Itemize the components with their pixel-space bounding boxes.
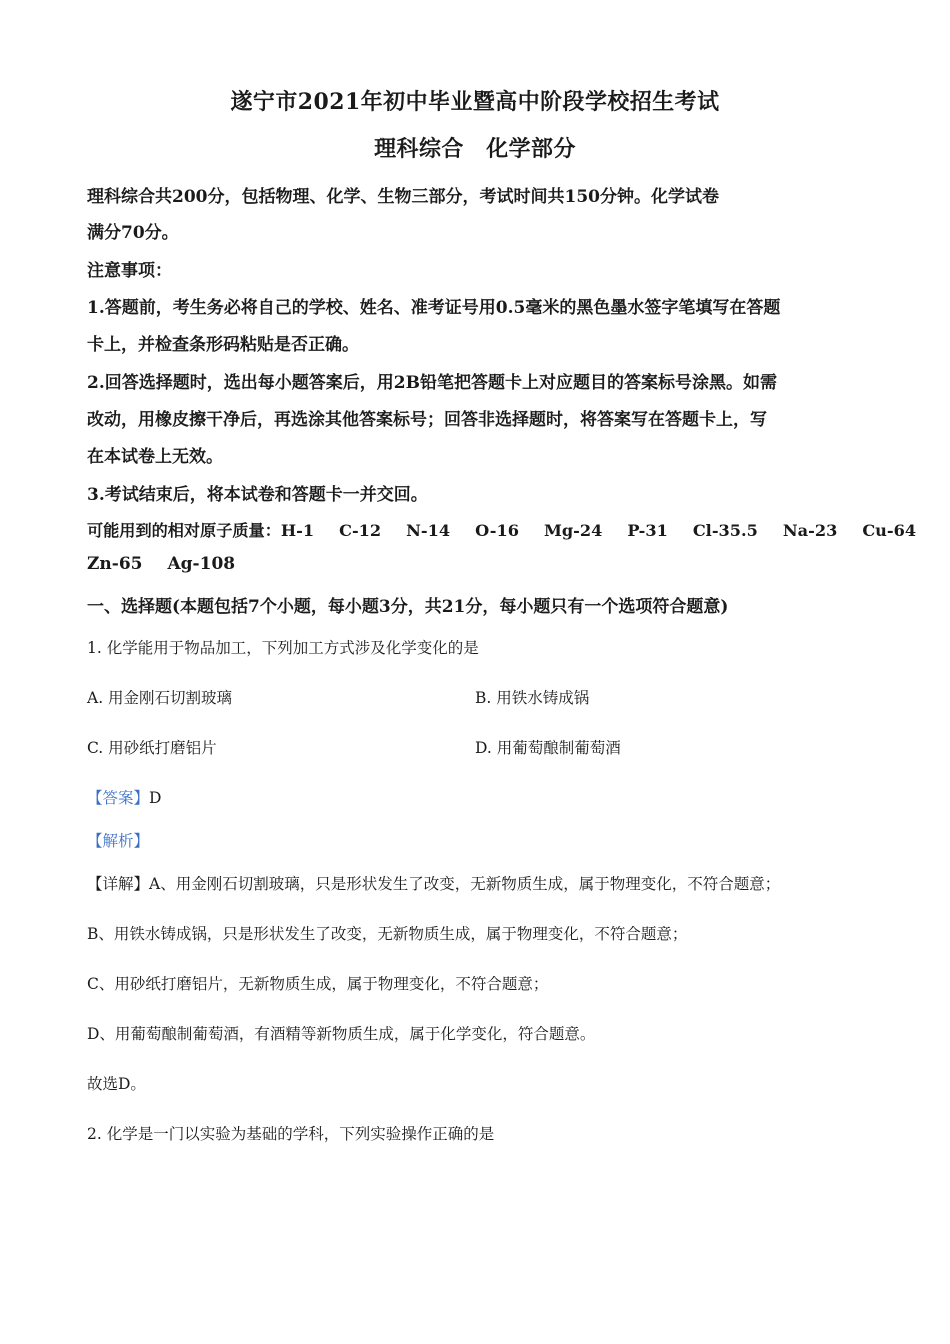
detail-line-d: D、用葡萄酿制葡萄酒，有酒精等新物质生成，属于化学变化，符合题意。 <box>87 1025 596 1043</box>
notice-item-2-line-2: 改动，用橡皮擦干净后，再选涂其他答案标号；回答非选择题时，将答案写在答题卡上，写 <box>87 410 767 430</box>
detail-line-a <box>87 872 780 894</box>
atomic-mass-item: Mg-24 <box>543 521 603 540</box>
intro-line-1: 理科综合共200分，包括物理、化学、生物三部分，考试时间共150分钟。化学试卷 <box>87 187 719 207</box>
notice-item-2-line-3: 在本试卷上无效。 <box>87 447 223 467</box>
answer-tag: 【答案】 <box>87 789 150 807</box>
detail-tag: 【详解】 <box>87 875 150 893</box>
atomic-mass-item: O-16 <box>475 521 519 540</box>
notice-item-1-line-1: 1.答题前，考生务必将自己的学校、姓名、准考证号用0.5毫米的黑色墨水签字笔填写在答题 <box>87 298 781 318</box>
answer-value: D <box>149 789 162 807</box>
analysis-tag: 【解析】 <box>87 832 150 850</box>
atomic-mass-label: 可能用到的相对原子质量： <box>87 521 281 540</box>
notice-item-3: 3.考试结束后，将本试卷和答题卡一并交回。 <box>87 485 428 505</box>
atomic-mass-item: C-12 <box>339 521 382 540</box>
atomic-mass-item: Zn-65 <box>87 554 143 574</box>
answer-line <box>87 786 161 808</box>
detail-text-a: A、用金刚石切割玻璃，只是形状发生了改变，无新物质生成，属于物理变化，不符合题意； <box>149 875 781 893</box>
question-2-stem: 2. 化学是一门以实验为基础的学科，下列实验操作正确的是 <box>87 1125 495 1143</box>
section-heading: 一、选择题(本题包括7个小题，每小题3分，共21分，每小题只有一个选项符合题意) <box>87 597 729 617</box>
atomic-mass-item: P-31 <box>627 521 668 540</box>
question-1-option-d: D. 用葡萄酿制葡萄酒 <box>475 739 621 757</box>
atomic-mass-item: Cl-35.5 <box>692 521 758 540</box>
atomic-mass-item: Cu-64 <box>862 521 917 540</box>
question-1-option-a: A. 用金刚石切割玻璃 <box>87 689 233 707</box>
atomic-mass-item: H-1 <box>280 521 315 540</box>
question-1-stem: 1. 化学能用于物品加工，下列加工方式涉及化学变化的是 <box>87 639 479 657</box>
detail-line-b: B、用铁水铸成锅，只是形状发生了改变，无新物质生成，属于物理变化，不符合题意； <box>87 925 688 943</box>
detail-line-c: C、用砂纸打磨铝片，无新物质生成，属于物理变化，不符合题意； <box>87 975 549 993</box>
atomic-mass-line-1 <box>87 517 916 541</box>
atomic-mass-item: Ag-108 <box>167 554 236 574</box>
atomic-mass-item: Na-23 <box>782 521 838 540</box>
notice-item-2-line-1: 2.回答选择题时，选出每小题答案后，用2B铅笔把答题卡上对应题目的答案标号涂黑。如需 <box>87 373 777 393</box>
notice-heading: 注意事项： <box>87 261 172 281</box>
intro-line-2: 满分70分。 <box>87 223 179 243</box>
atomic-mass-item: N-14 <box>406 521 451 540</box>
conclusion-line: 故选D。 <box>87 1075 146 1093</box>
atomic-mass-line-2 <box>87 554 235 574</box>
exam-title: 遂宁市2021年初中毕业暨高中阶段学校招生考试 <box>230 89 720 115</box>
question-1-option-b: B. 用铁水铸成锅 <box>475 689 590 707</box>
exam-subtitle: 理科综合 化学部分 <box>374 136 576 162</box>
question-1-option-c: C. 用砂纸打磨铝片 <box>87 739 217 757</box>
notice-item-1-line-2: 卡上，并检查条形码粘贴是否正确。 <box>87 335 359 355</box>
